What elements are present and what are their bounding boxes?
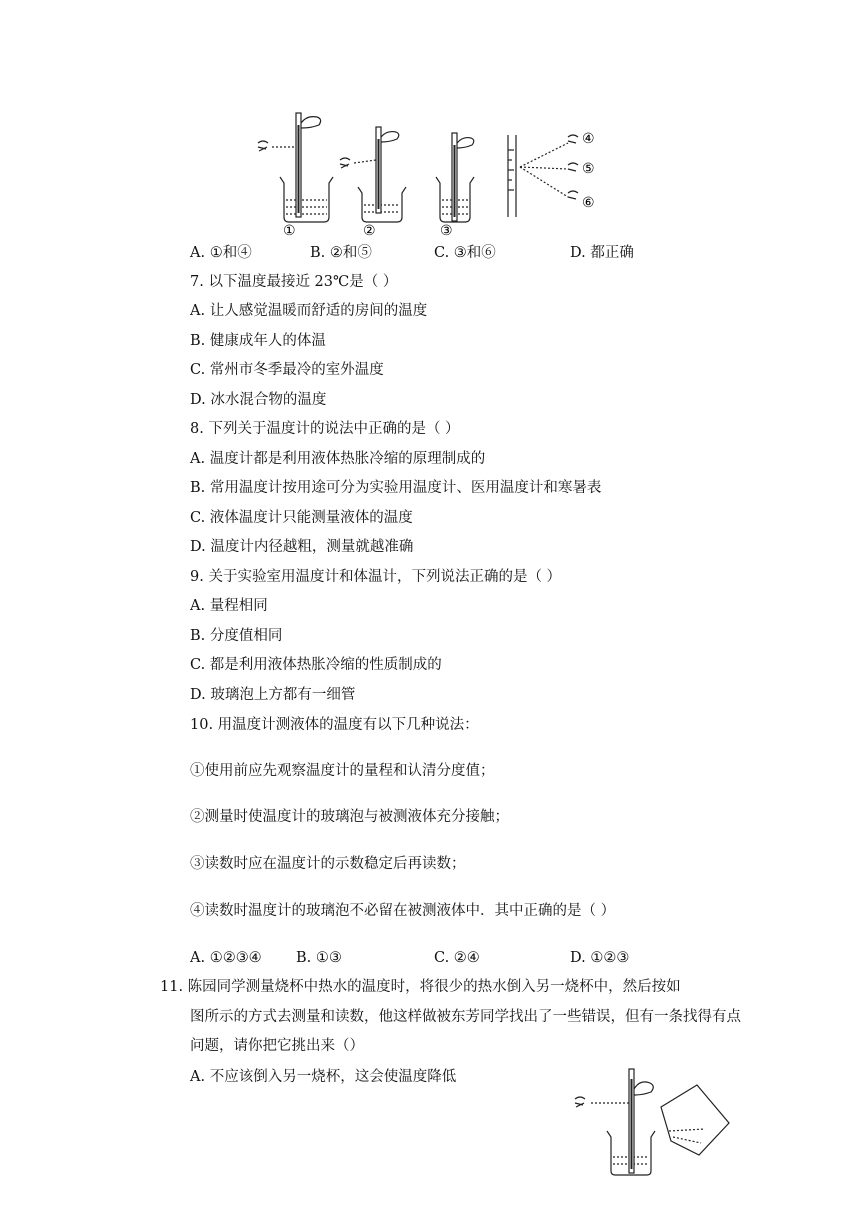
q7-option-a[interactable]: A. 让人感觉温暖而舒适的房间的温度 xyxy=(190,303,428,319)
q9-option-a[interactable]: A. 量程相同 xyxy=(190,598,268,614)
thermometer-reading-figure xyxy=(250,105,610,240)
figure-label-6: ⑥ xyxy=(582,195,595,211)
q6-option-a[interactable]: A. ①和④ xyxy=(190,245,252,261)
q8-option-b[interactable]: B. 常用温度计按用途可分为实验用温度计、医用温度计和寒暑表 xyxy=(190,480,602,496)
pouring-measurement-figure xyxy=(565,1065,735,1180)
figure-label-3: ③ xyxy=(440,223,453,239)
q10-stem: 10. 用温度计测液体的温度有以下几种说法： xyxy=(190,717,479,733)
q10-option-d[interactable]: D. ①②③ xyxy=(570,950,630,966)
q10-statement-1: ①使用前应先观察温度计的量程和认清分度值； xyxy=(190,763,495,779)
q10-option-c[interactable]: C. ②④ xyxy=(434,950,480,966)
q10-option-a[interactable]: A. ①②③④ xyxy=(190,950,262,966)
q7-option-b[interactable]: B. 健康成年人的体温 xyxy=(190,333,326,349)
q11-stem-line-2: 图所示的方式去测量和读数，他这样做被东芳同学找出了一些错误，但有一条找得有点 xyxy=(190,1009,741,1025)
figure-label-5: ⑤ xyxy=(582,161,595,177)
q9-option-b[interactable]: B. 分度值相同 xyxy=(190,628,283,644)
q6-option-c[interactable]: C. ③和⑥ xyxy=(434,245,496,261)
q11-stem-line-3: 问题，请你把它挑出来（） xyxy=(190,1038,364,1054)
q8-option-c[interactable]: C. 液体温度计只能测量液体的温度 xyxy=(190,510,413,526)
q7-option-c[interactable]: C. 常州市冬季最冷的室外温度 xyxy=(190,362,384,378)
q9-option-d[interactable]: D. 玻璃泡上方都有一细管 xyxy=(190,687,356,703)
q8-stem: 8. 下列关于温度计的说法中正确的是（ ） xyxy=(190,421,460,437)
q7-stem: 7. 以下温度最接近 23℃是（ ） xyxy=(190,274,398,290)
q10-statement-4: ④读数时温度计的玻璃泡不必留在被测液体中．其中正确的是（ ） xyxy=(190,903,616,919)
q7-option-d[interactable]: D. 冰水混合物的温度 xyxy=(190,392,327,408)
q9-stem: 9. 关于实验室用温度计和体温计，下列说法正确的是（ ） xyxy=(190,569,562,585)
figure-label-4: ④ xyxy=(582,131,595,147)
q10-statement-2: ②测量时使温度计的玻璃泡与被测液体充分接触； xyxy=(190,809,509,825)
q11-stem-line-1: 11. 陈园同学测量烧杯中热水的温度时，将很少的热水倒入另一烧杯中，然后按如 xyxy=(160,979,681,995)
q10-statement-3: ③读数时应在温度计的示数稳定后再读数； xyxy=(190,856,466,872)
q8-option-a[interactable]: A. 温度计都是利用液体热胀冷缩的原理制成的 xyxy=(190,451,486,467)
figure-label-1: ① xyxy=(283,223,296,239)
q6-option-b[interactable]: B. ②和⑤ xyxy=(310,245,372,261)
q11-option-a[interactable]: A. 不应该倒入另一烧杯，这会使温度降低 xyxy=(190,1069,457,1085)
q6-option-d[interactable]: D. 都正确 xyxy=(570,245,634,261)
q10-option-b[interactable]: B. ①③ xyxy=(296,950,342,966)
q9-option-c[interactable]: C. 都是利用液体热胀冷缩的性质制成的 xyxy=(190,657,442,673)
q8-option-d[interactable]: D. 温度计内径越粗，测量就越准确 xyxy=(190,539,414,555)
figure-label-2: ② xyxy=(363,223,376,239)
